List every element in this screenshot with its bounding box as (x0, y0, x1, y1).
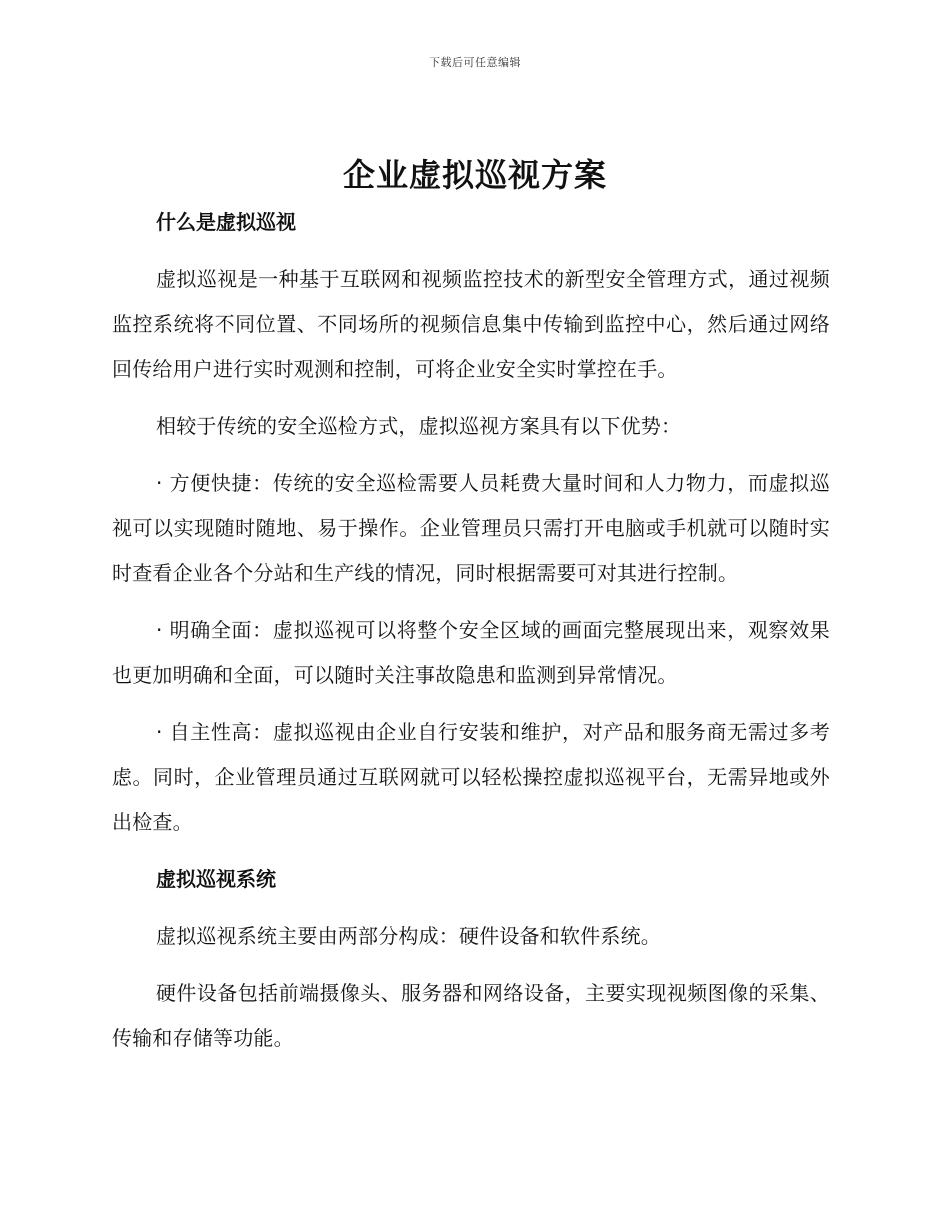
paragraph-hardware: 硬件设备包括前端摄像头、服务器和网络设备，主要实现视频图像的采集、传输和存储等功能。 (112, 981, 830, 1050)
page-header: 下载后可任意编辑 (429, 56, 521, 69)
document-body (112, 200, 830, 1073)
paragraph-advantage-comprehensive: · 明确全面：虚拟巡视可以将整个安全区域的画面完整展现出来，观察效果也更加明确和全面，可以随时关注事故隐患和监测到异常情况。 (112, 618, 830, 687)
section-heading-what-is: 什么是虚拟巡视 (156, 210, 296, 234)
paragraph-advantage-autonomy: · 自主性高：虚拟巡视由企业自行安装和维护，对产品和服务商无需过多考虑。同时，企业管理员通过互联网就可以轻松操控虚拟巡视平台，无需异地或外出检查。 (112, 720, 830, 834)
section-heading-system: 虚拟巡视系统 (156, 867, 276, 891)
document-title: 企业虚拟巡视方案 (342, 156, 607, 194)
paragraph-advantage-convenient: · 方便快捷：传统的安全巡检需要人员耗费大量时间和人力物力，而虚拟巡视可以实现随时随地、易于操作。企业管理员只需打开电脑或手机就可以随时实时查看企业各个分站和生产线的情况，同时根据需要可对其进行控制。 (112, 471, 830, 585)
paragraph-system-composition: 虚拟巡视系统主要由两部分构成：硬件设备和软件系统。 (156, 924, 661, 948)
paragraph-definition: 虚拟巡视是一种基于互联网和视频监控技术的新型安全管理方式，通过视频监控系统将不同位置、不同场所的视频信息集中传输到监控中心，然后通过网络回传给用户进行实时观测和控制，可将企业安全实时掌控在手。 (112, 267, 830, 381)
paragraph-advantages-intro: 相较于传统的安全巡检方式，虚拟巡视方案具有以下优势： (156, 414, 682, 438)
